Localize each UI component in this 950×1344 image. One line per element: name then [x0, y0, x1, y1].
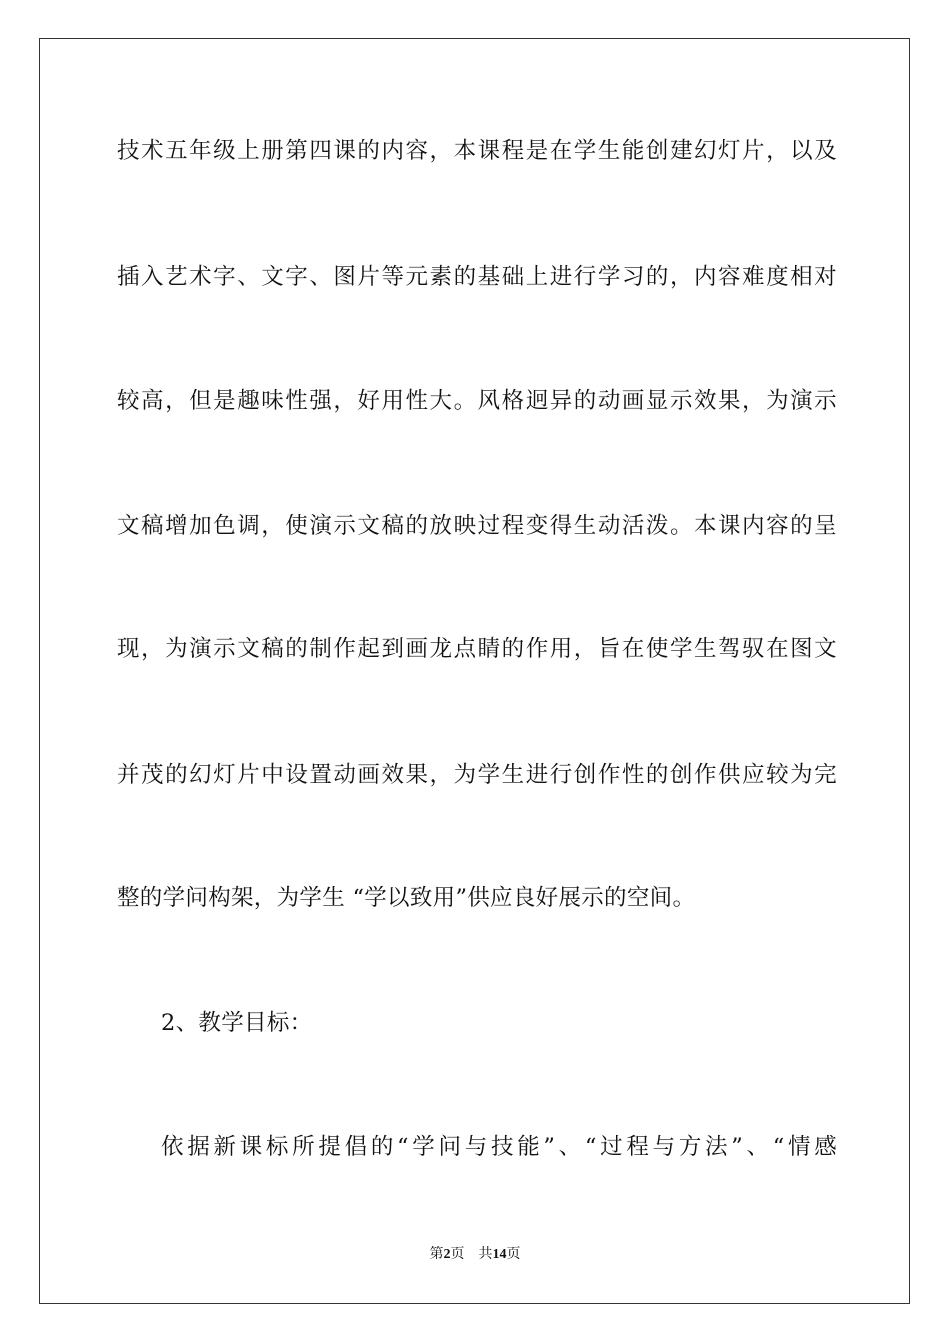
paragraph-line-1: 技术五年级上册第四课的内容，本课程是在学生能创建幻灯片，以及: [117, 138, 837, 164]
paragraph-line-7: 整的学问构架，为学生 “学以致用”供应良好展示的空间。: [117, 885, 696, 911]
page-border: [39, 38, 910, 1304]
page-suffix: 页: [450, 1247, 465, 1262]
page-footer: [0, 1245, 950, 1265]
total-suffix: 页: [506, 1247, 521, 1262]
paragraph-line-5: 现，为演示文稿的制作起到画龙点睛的作用，旨在使学生驾驭在图文: [117, 636, 837, 662]
page-prefix: 第: [429, 1247, 444, 1262]
paragraph-line-4: 文稿增加色调，使演示文稿的放映过程变得生动活泼。本课内容的呈: [117, 513, 837, 539]
page-current: 2: [443, 1247, 451, 1262]
objective-line: 依据新课标所提倡的“学问与技能”、“过程与方法”、“情感: [161, 1134, 837, 1160]
section-heading: 2、教学目标：: [161, 1010, 313, 1036]
paragraph-line-2: 插入艺术字、文字、图片等元素的基础上进行学习的，内容难度相对: [117, 264, 837, 290]
paragraph-line-3: 较高，但是趣味性强，好用性大。风格迥异的动画显示效果，为演示: [117, 388, 837, 414]
page-total: 14: [492, 1247, 507, 1262]
paragraph-line-6: 并茂的幻灯片中设置动画效果，为学生进行创作性的创作供应较为完: [117, 762, 837, 788]
total-prefix: 共: [478, 1247, 493, 1262]
